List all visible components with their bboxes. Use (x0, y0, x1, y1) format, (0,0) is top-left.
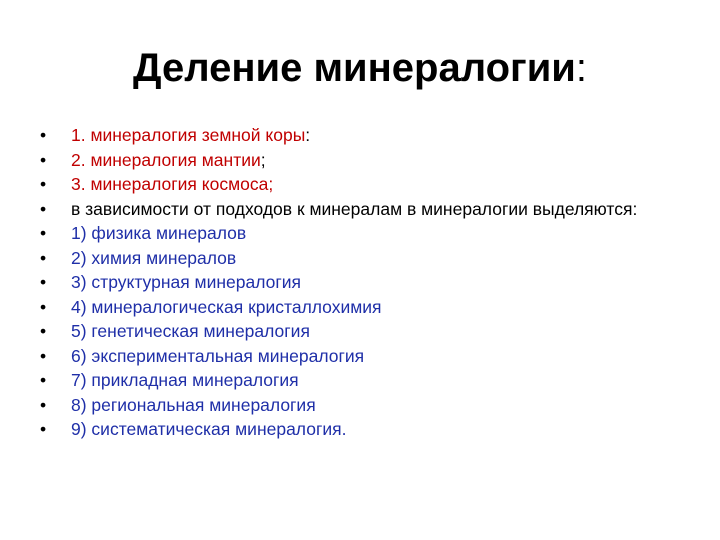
list-item-text: 3. минералогия космоса; (71, 174, 274, 194)
bullet-icon: • (40, 296, 47, 317)
slide-title-text: Деление минералогии (132, 46, 576, 90)
list-item-blue-7 (40, 371, 680, 390)
bullet-icon: • (40, 174, 47, 194)
list-item-text: 3) структурная минералогия (71, 272, 302, 292)
list-item-blue-1 (40, 224, 680, 243)
bullet-icon: • (40, 321, 47, 341)
list-item-suffix: : (305, 125, 311, 145)
bullet-icon: • (40, 198, 47, 219)
list-item-blue-9 (40, 420, 680, 439)
list-item-text: 1. минералогия земной коры (71, 125, 306, 145)
list-item-text: в зависимости от подходов к минералам в минералогии выделяются: (71, 198, 638, 219)
list-item-text: 6) экспериментальная минералогия (71, 345, 365, 366)
list-item-blue-8 (40, 396, 680, 415)
list-item-text: 5) генетическая минералогия (71, 321, 310, 341)
bullet-icon: • (40, 125, 47, 145)
list-item-text: 2) химия минералов (71, 247, 237, 268)
bullet-icon: • (40, 394, 47, 415)
bullet-icon: • (40, 149, 47, 170)
bullet-list (40, 126, 680, 445)
list-item-text: 1) физика минералов (71, 223, 247, 243)
bullet-icon: • (40, 247, 47, 268)
list-item-intro (40, 200, 680, 219)
bullet-icon: • (40, 370, 47, 390)
list-item-text: 7) прикладная минералогия (71, 370, 299, 390)
list-item-suffix: ; (260, 149, 266, 170)
slide-title-colon: : (575, 46, 587, 90)
list-item-text: 9) систематическая минералогия. (71, 419, 347, 439)
list-item-text: 8) региональная минералогия (71, 394, 316, 415)
list-item-red-1 (40, 126, 680, 145)
list-item-red-3 (40, 175, 680, 194)
bullet-icon: • (40, 223, 47, 243)
bullet-icon: • (40, 345, 47, 366)
bullet-icon: • (40, 272, 47, 292)
list-item-blue-6 (40, 347, 680, 366)
bullet-icon: • (40, 419, 47, 439)
list-item-blue-4 (40, 298, 680, 317)
list-item-blue-5 (40, 322, 680, 341)
list-item-red-2 (40, 151, 680, 170)
list-item-blue-3 (40, 273, 680, 292)
list-item-text: 4) минералогическая кристаллохимия (71, 296, 382, 317)
list-item-blue-2 (40, 249, 680, 268)
list-item-text: 2. минералогия мантии (71, 149, 261, 170)
slide-title (0, 46, 720, 91)
